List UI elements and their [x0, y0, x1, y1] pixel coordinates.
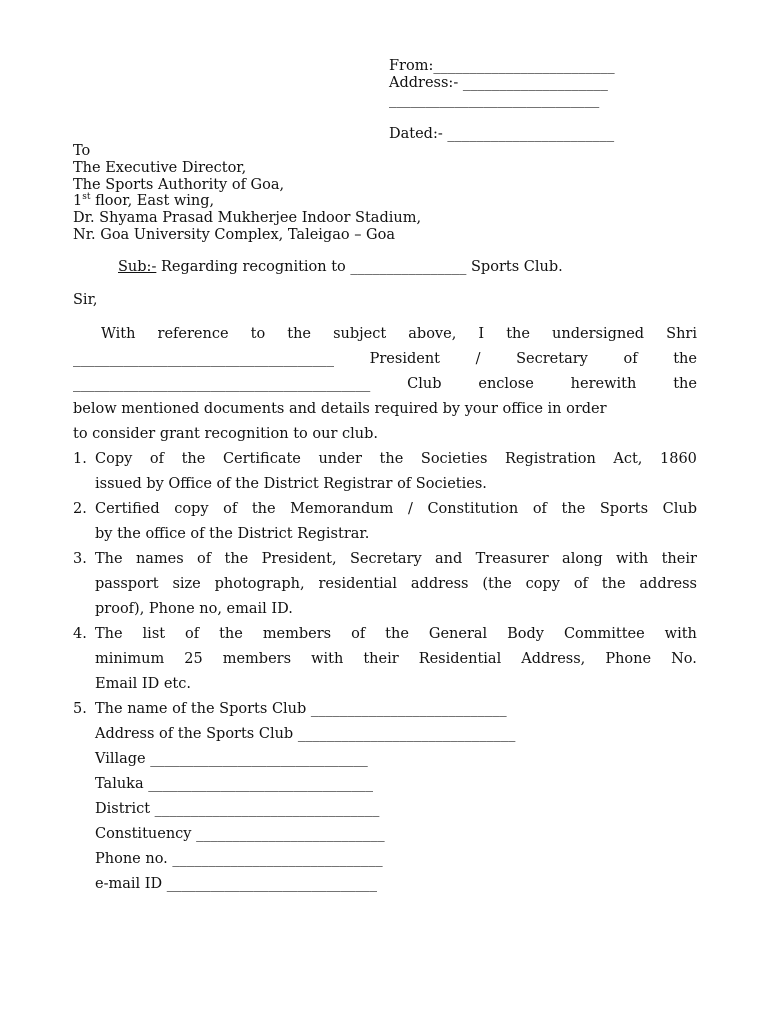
word: Act, — [613, 451, 643, 467]
recipient-title: The Executive Director, — [73, 159, 247, 176]
body-row-3 — [73, 372, 697, 397]
club-name-field: The name of the Sports Club ___________________________ — [95, 701, 507, 717]
recipient-org: The Sports Authority of Goa, — [73, 176, 285, 193]
word: passport — [95, 576, 159, 592]
recipient-location: Nr. Goa University Complex, Taleigao – Goa — [73, 226, 396, 243]
word: Address, — [521, 651, 586, 667]
salutation: Sir, — [73, 292, 98, 308]
village-field: Village ______________________________ — [95, 751, 368, 767]
to-label: To — [73, 143, 91, 159]
word: copy — [174, 501, 209, 517]
body-row-2 — [73, 347, 697, 372]
word: No. — [671, 651, 697, 667]
recipient-block — [73, 143, 421, 244]
word: the — [601, 576, 626, 592]
word: I — [478, 326, 485, 342]
word: the — [219, 626, 243, 642]
word: With — [101, 326, 136, 342]
word: the — [673, 351, 697, 367]
word: / — [407, 501, 413, 517]
recipient-stadium: Dr. Shyama Prasad Mukherjee Indoor Stadium, — [73, 210, 422, 227]
word: along — [562, 551, 603, 567]
word: members — [222, 651, 292, 667]
word: / — [475, 351, 481, 367]
recipient-floor: 1st floor, East wing, — [73, 192, 215, 210]
word: address — [639, 576, 697, 592]
word: Treasurer — [475, 551, 549, 567]
word: President — [369, 351, 440, 367]
word: Sports — [599, 501, 649, 517]
word: minimum — [95, 651, 165, 667]
word: (the — [482, 576, 512, 592]
list-item: 1. Copy of the Certificate under the Societies Registration Act, 1860 issued by Office of the District Registrar of Societies. — [73, 447, 697, 497]
sender-block — [389, 58, 615, 143]
word: address — [410, 576, 469, 592]
word: of — [197, 551, 212, 567]
word: residential — [318, 576, 398, 592]
word: the — [181, 451, 206, 467]
word: herewith — [570, 376, 637, 392]
word: Body — [507, 626, 544, 642]
list-item: 4. The list of the members of the General Body Committee with minimum 25 members with their Residential Address, Phone No. Email ID etc. — [73, 622, 697, 697]
word: Registration — [504, 451, 596, 467]
word: Committee — [563, 626, 645, 642]
word: above, — [408, 326, 457, 342]
word: enclose — [478, 376, 534, 392]
word: 25 — [184, 651, 203, 667]
subject-label: Sub:- — [118, 259, 157, 275]
word: of — [623, 351, 638, 367]
word: _________________________________________ — [73, 376, 371, 392]
word: the — [379, 451, 404, 467]
word: President, — [261, 551, 337, 567]
word: under — [318, 451, 362, 467]
phone-field: Phone no. _____________________________ — [95, 851, 383, 867]
word: their — [661, 551, 697, 567]
word: The — [95, 551, 123, 567]
word: subject — [333, 326, 387, 342]
word: of — [351, 626, 366, 642]
word: the — [287, 326, 312, 342]
word: Phone — [605, 651, 652, 667]
club-address-field: Address of the Sports Club ______________________________ — [95, 726, 516, 742]
word: to — [250, 326, 266, 342]
word: photograph, — [214, 576, 305, 592]
word: reference — [157, 326, 229, 342]
word: Certified — [95, 501, 160, 517]
email-field: e-mail ID _____________________________ — [95, 876, 377, 892]
subject-line — [118, 259, 563, 275]
word: 1860 — [660, 451, 697, 467]
word: General — [428, 626, 488, 642]
word: of — [223, 501, 238, 517]
word: ____________________________________ — [73, 351, 334, 367]
word: and — [435, 551, 463, 567]
address-line-2: _____________________________ — [389, 92, 600, 108]
word: the — [673, 376, 697, 392]
from-line: From:_________________________ — [389, 58, 615, 74]
club-details-fields — [73, 722, 697, 897]
word: of — [185, 626, 200, 642]
word: of — [532, 501, 547, 517]
body-paragraph — [73, 322, 697, 447]
taluka-field: Taluka _______________________________ — [95, 776, 373, 792]
word: Copy — [95, 451, 133, 467]
dated-line: Dated:- _______________________ — [389, 126, 615, 142]
body-row-5: to consider grant recognition to our club. — [73, 426, 378, 442]
word: of — [573, 576, 588, 592]
word: with — [664, 626, 697, 642]
word: copy — [525, 576, 560, 592]
word: the — [385, 626, 409, 642]
word: their — [363, 651, 399, 667]
documents-list — [73, 447, 697, 897]
word: Constitution — [427, 501, 519, 517]
list-item: 5. The name of the Sports Club ___________________________ — [73, 697, 697, 722]
word: Memorandum — [290, 501, 394, 517]
word: the — [561, 501, 586, 517]
address-line: Address:- ____________________ — [389, 75, 608, 91]
word: Club — [407, 376, 442, 392]
word: The — [95, 626, 123, 642]
word: with — [311, 651, 344, 667]
word: members — [262, 626, 332, 642]
word: the — [251, 501, 276, 517]
word: Secretary — [349, 551, 422, 567]
body-row-1 — [73, 322, 697, 347]
word: Club — [662, 501, 697, 517]
word: the — [224, 551, 249, 567]
word: Societies — [420, 451, 488, 467]
word: Certificate — [222, 451, 301, 467]
list-item: 2. Certified copy of the Memorandum / Constitution of the Sports Club by the office of the District Registrar. — [73, 497, 697, 547]
word: with — [616, 551, 649, 567]
word: Shri — [666, 326, 697, 342]
word: undersigned — [552, 326, 645, 342]
word: Secretary — [516, 351, 588, 367]
district-field: District _______________________________ — [95, 801, 380, 817]
subject-text: Regarding recognition to ________________ Sports Club. — [156, 259, 563, 275]
word: of — [149, 451, 165, 467]
word: Residential — [418, 651, 502, 667]
body-row-4: below mentioned documents and details required by your office in order — [73, 401, 607, 417]
list-item: 3. The names of the President, Secretary and Treasurer along with their passport size photograph, residential address (the copy of the address proof), Phone no, email ID. — [73, 547, 697, 622]
word: size — [172, 576, 201, 592]
word: names — [135, 551, 184, 567]
word: the — [506, 326, 530, 342]
constituency-field: Constituency __________________________ — [95, 826, 385, 842]
word: list — [142, 626, 166, 642]
